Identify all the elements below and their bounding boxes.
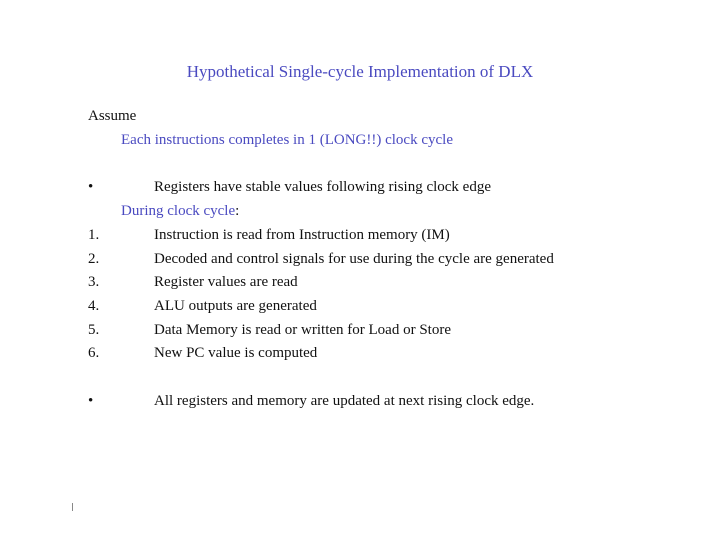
step-number: 3.	[88, 274, 100, 290]
page-marker	[72, 503, 73, 511]
step-number: 1.	[88, 227, 100, 243]
step-text: ALU outputs are generated	[154, 298, 317, 314]
step-number: 2.	[88, 251, 100, 267]
during-heading	[121, 203, 239, 220]
bullet-text: Registers have stable values following rising clock edge	[154, 179, 491, 195]
bullet-text: All registers and memory are updated at next rising clock edge.	[154, 393, 535, 409]
during-colon: :	[235, 203, 240, 219]
assume-label: Assume	[88, 108, 137, 124]
step-text: Decoded and control signals for use during the cycle are generated	[154, 251, 554, 267]
step-text: New PC value is computed	[154, 345, 318, 361]
assume-detail: Each instructions completes in 1 (LONG!!) clock cycle	[121, 132, 453, 148]
during-label: During clock cycle	[121, 203, 236, 219]
step-text: Register values are read	[154, 274, 298, 290]
step-text: Data Memory is read or written for Load or Store	[154, 322, 451, 338]
step-number: 4.	[88, 298, 100, 314]
slide-title: Hypothetical Single-cycle Implementation of DLX	[186, 62, 534, 81]
step-number: 6.	[88, 345, 100, 361]
bullet-marker: •	[88, 179, 94, 195]
step-number: 5.	[88, 322, 100, 338]
step-text: Instruction is read from Instruction memory (IM)	[154, 227, 450, 243]
bullet-marker: •	[88, 393, 94, 409]
